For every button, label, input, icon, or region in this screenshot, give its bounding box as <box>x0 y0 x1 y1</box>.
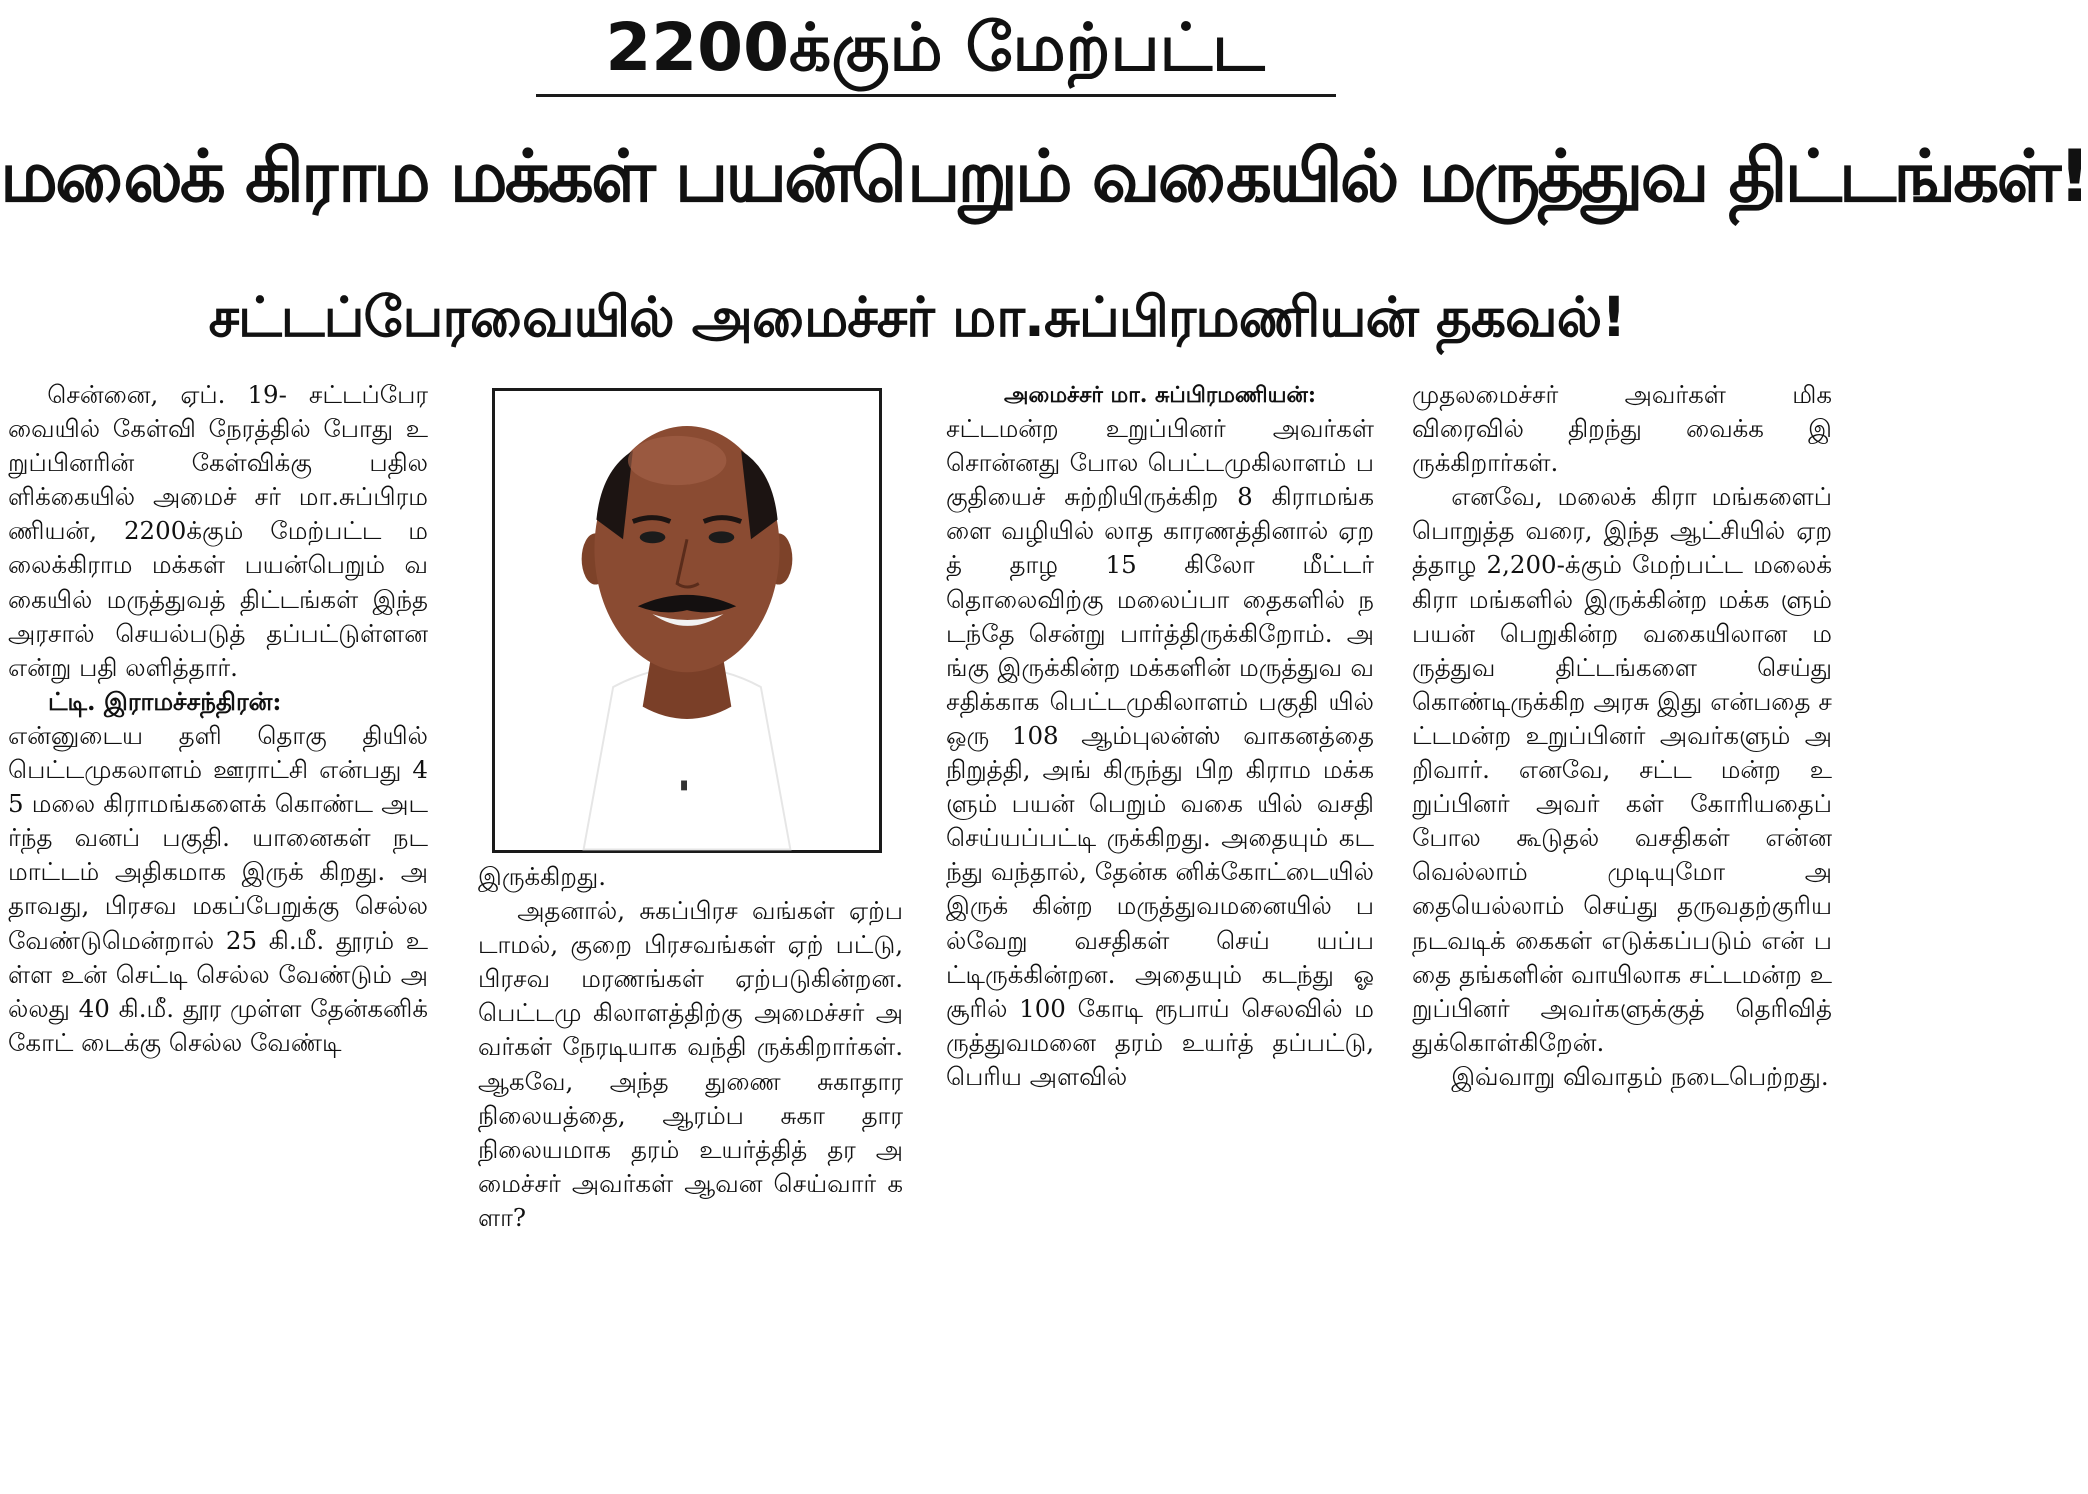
article-column-3 <box>946 378 1374 1488</box>
paragraph: இவ்வாறு விவாதம் நடைபெற்றது. <box>1451 1061 1829 1091</box>
paragraph: இருக்கிறது. <box>478 862 606 891</box>
speaker-label: அமைச்சர் மா. சுப்பிரமணியன்: <box>1004 382 1316 408</box>
paragraph: சென்னை, ஏப். 19- சட்டப்பேரவையில் கேள்வி நேரத்தில் போது உறுப்பினரின் கேள்விக்கு பதிலளிக்கையில் அமைச் சர் மா.சுப்பிரமணியன், 2200க்கும் மேற்பட்ட மலைக்கிராம மக்கள் பயன்பெறும் வகையில் மருத்துவத் திட்டங்கள் இந்த அரசால் செயல்படுத் தப்பட்டுள்ளன என்று பதி லளித்தார். <box>8 380 428 682</box>
headline-block <box>0 0 2088 380</box>
headline-title: மலைக் கிராம மக்கள் பயன்பெறும் வகையில் மருத்துவ திட்டங்கள்! <box>0 134 2088 218</box>
headline-kicker: 2200க்கும் மேற்பட்ட <box>605 9 1265 86</box>
paragraph: முதலமைச்சர் அவர்கள் மிக விரைவில் திறந்து வைக்க இருக்கிறார்கள். <box>1412 380 1832 478</box>
headline-subtitle: சட்டப்பேரவையில் அமைச்சர் மா.சுப்பிரமணியன் தகவல்! <box>208 285 1626 349</box>
article-column-4 <box>1412 378 1832 1488</box>
article-columns <box>0 378 1834 1494</box>
article-column-2 <box>478 860 903 1490</box>
paragraph: அதனால், சுகப்பிரச வங்கள் ஏற்படாமல், குறை பிரசவங்கள் ஏற் பட்டு, பிரசவ மரணங்கள் ஏற்படுகின்றன. பெட்டமு கிலாளத்திற்கு அமைச்சர் அவர்கள் நேரடியாக வந்தி ருக்கிறார்கள். ஆகவே, அந்த துணை சுகாதார நிலையத்தை, ஆரம்ப சுகா தார நிலையமாக தரம் உயர்த்தித் தர அமைச்சர் அவர்கள் ஆவன செய்வார் களா? <box>478 896 903 1232</box>
paragraph: என்னுடைய தளி தொகு தியில் பெட்டமுகலாளம் ஊராட்சி என்பது 45 மலை கிராமங்களைக் கொண்ட அடர்ந்த வனப் பகுதி. யானைகள் நட மாட்டம் அதிகமாக இருக் கிறது. அதாவது, பிரசவ மகப்பேறுக்கு செல்ல வேண்டுமென்றால் 25 கி.மீ. தூரம் உள்ள உன் செட்டி செல்ல வேண்டும் அல்லது 40 கி.மீ. தூர முள்ள தேன்கனிக் கோட் டைக்கு செல்ல வேண்டி <box>8 720 428 1057</box>
article-column-1 <box>8 378 428 1488</box>
kicker-underline <box>536 94 1336 97</box>
speaker-label: ட்டி. இராமச்சந்திரன்: <box>48 686 282 716</box>
paragraph: சட்டமன்ற உறுப்பினர் அவர்கள் சொன்னது போல பெட்டமுகிலாளம் பகுதியைச் சுற்றியிருக்கிற 8 கிராமங்களை வழியில் லாத காரணத்தினால் ஏறத் தாழ 15 கிலோ மீட்டர் தொலைவிற்கு மலைப்பா தைகளில் நடந்தே சென்று பார்த்திருக்கிறோம். அங்கு இருக்கின்ற மக்களின் மருத்துவ வசதிக்காக பெட்டமுகிலாளம் பகுதி யில் ஒரு 108 ஆம்புலன்ஸ் வாகனத்தை நிறுத்தி, அங் கிருந்து பிற கிராம மக்க ளும் பயன் பெறும் வகை யில் வசதி செய்யப்பட்டி ருக்கிறது. அதையும் கடந்து வந்தால், தேன்க னிக்கோட்டையில் இருக் கின்ற மருத்துவமனையில் பல்வேறு வசதிகள் செய் யப்பட்டிருக்கின்றன. அதையும் கடந்து ஓசூரில் 100 கோடி ரூபாய் செலவில் மருத்துவமனை தரம் உயர்த் தப்பட்டு, பெரிய அளவில் <box>946 414 1374 1091</box>
paragraph: எனவே, மலைக் கிரா மங்களைப் பொறுத்த வரை, இந்த ஆட்சியில் ஏறத்தாழ 2,200-க்கும் மேற்பட்ட மலைக் கிரா மங்களில் இருக்கின்ற மக்க ளும் பயன் பெறுகின்ற வகையிலான மருத்துவ திட்டங்களை செய்து கொண்டிருக்கிற அரசு இது என்பதை சட்டமன்ற உறுப்பினர் அவர்களும் அறிவார். எனவே, சட்ட மன்ற உறுப்பினர் அவர் கள் கோரியதைப் போல கூடுதல் வசதிகள் என்ன வெல்லாம் முடியுமோ அதையெல்லாம் செய்து தருவதற்குரிய நடவடிக் கைகள் எடுக்கப்படும் என் பதை தங்களின் வாயிலாக சட்டமன்ற உறுப்பினர் அவர்களுக்குத் தெரிவித் துக்கொள்கிறேன். <box>1412 482 1832 1057</box>
